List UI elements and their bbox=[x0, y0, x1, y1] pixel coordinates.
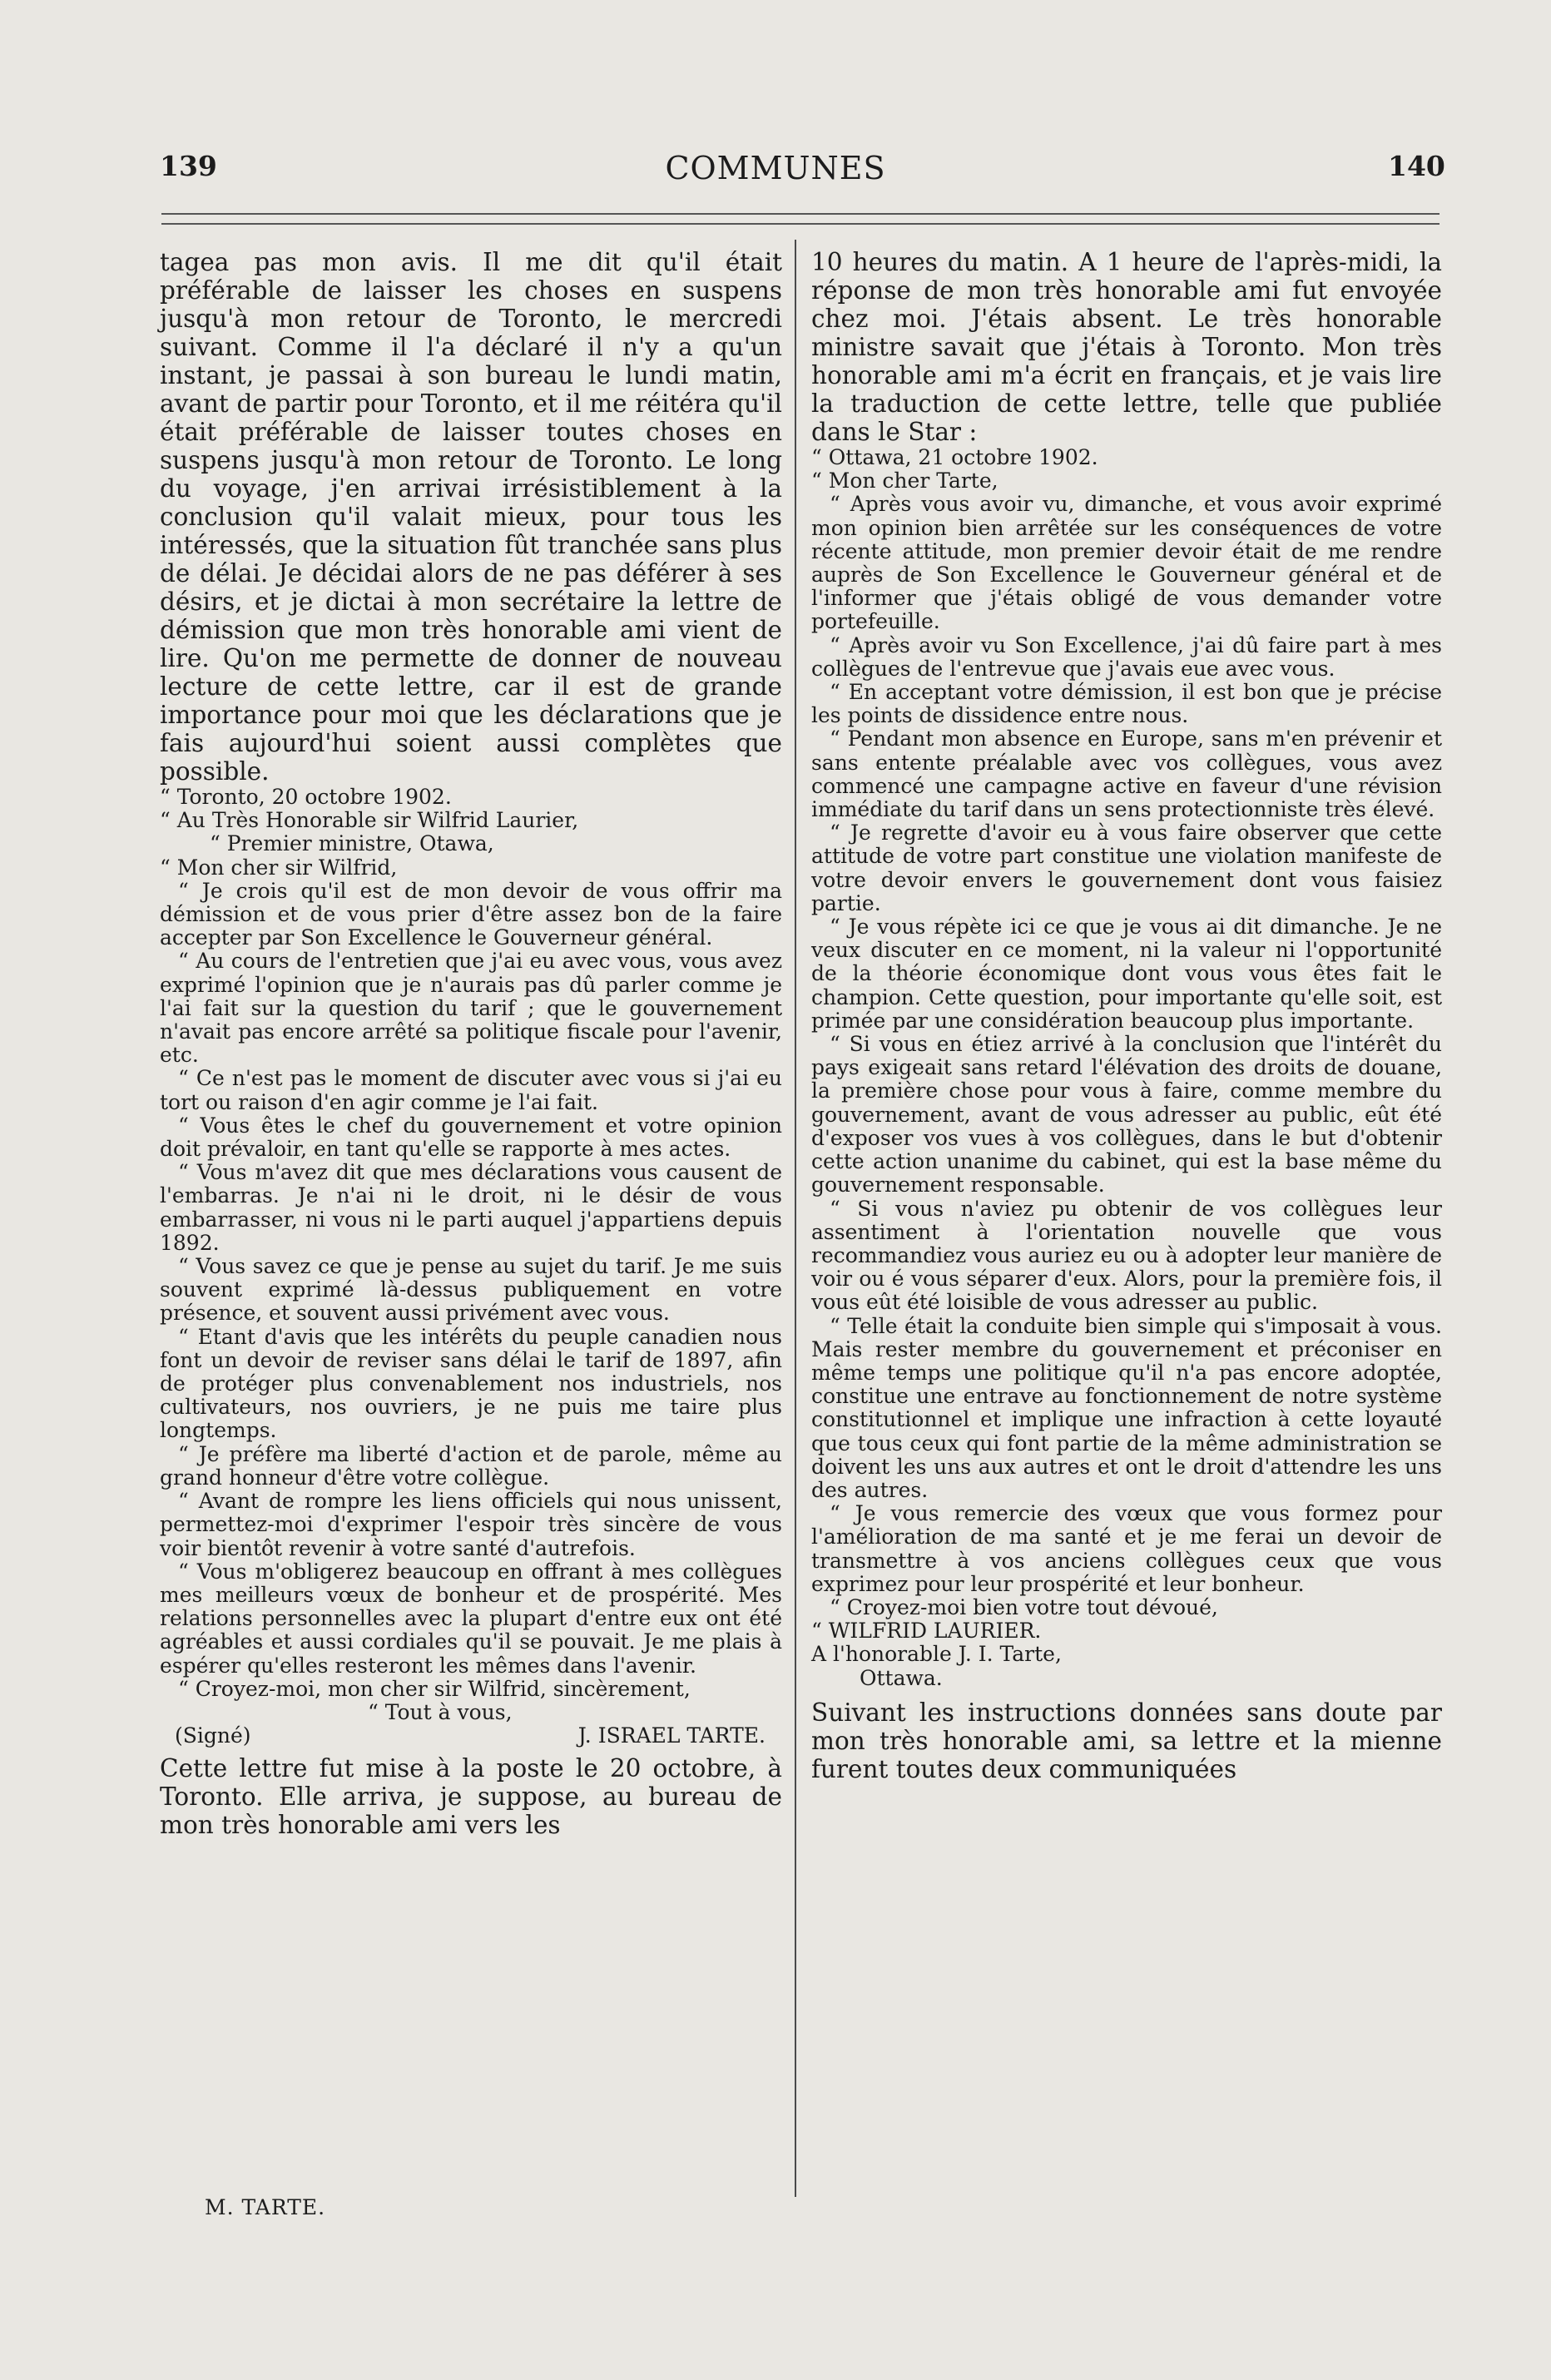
letter-signature-line bbox=[160, 1724, 782, 1748]
letter-paragraph: “ Je vous répète ici ce que je vous ai dit dimanche. Je ne veux discuter en ce moment, ni la valeur ni l'opportunité de la théorie économique dont vous vous êtes fait le champion. Cette question, pour importante qu'elle soit, est primée par une considération beaucoup plus importante. bbox=[811, 915, 1442, 1033]
page-header bbox=[0, 0, 1551, 233]
right-paragraph-intro: 10 heures du matin. A 1 heure de l'après-midi, la réponse de mon très honorable ami fut envoyée chez moi. J'étais absent. Le très honorable ministre savait que j'étais à Toronto. Mon très honorable ami m'a écrit en français, et je vais lire la traduction de cette lettre, telle que publiée dans le Star : bbox=[811, 248, 1442, 446]
speaker-name: M. TARTE. bbox=[205, 2195, 326, 2219]
signed-name: J. ISRAEL TARTE. bbox=[577, 1723, 766, 1748]
left-paragraph-intro: tagea pas mon avis. Il me dit qu'il était préférable de laisser les choses en suspens jusqu'à mon retour de Toronto, le mercredi suivant. Comme il l'a déclaré il n'y a qu'un instant, je passai à son bureau le lundi matin, avant de partir pour Toronto, et il me réitéra qu'il était préférable de laisser toutes choses en suspens jusqu'à mon retour de Toronto. Le long du voyage, j'en arrivai irrésistiblement à la conclusion qu'il valait mieux, pour tous les intéressés, que la situation fût tranchée sans plus de délai. Je décidai alors de ne pas déférer à ses désirs, et je dictai à mon secrétaire la lettre de démission que mon très honorable ami vient de lire. Qu'on me permette de donner de nouveau lecture de cette lettre, car il est de grande importance pour moi que les déclarations que je fais aujourd'hui soient aussi complètes que possible. bbox=[160, 248, 782, 786]
letter-paragraph: “ Croyez-moi bien votre tout dévoué, bbox=[830, 1594, 1218, 1619]
letter-salutation: “ Mon cher sir Wilfrid, bbox=[160, 855, 398, 880]
running-title: COMMUNES bbox=[665, 150, 886, 186]
signed-label: (Signé) bbox=[175, 1723, 251, 1748]
letter-paragraph: “ Vous m'obligerez beaucoup en offrant à mes collègues mes meilleurs vœux de bonheur et de prospérité. Mes relations personnelles avec la plupart d'entre eux ont été agréables et aussi cordiales qu'il se pouvait. Je me plais à espérer qu'elles resteront les mêmes dans l'avenir. bbox=[160, 1559, 782, 1678]
page-number-right: 140 bbox=[1388, 150, 1445, 182]
letter-paragraph: “ Après vous avoir vu, dimanche, et vous avoir exprimé mon opinion bien arrêtée sur les conséquences de votre récente attitude, mon premier devoir était de me rendre auprès de Son Excellence le Gouverneur général et de l'informer que j'étais obligé de vous demander votre portefeuille. bbox=[811, 492, 1442, 634]
header-rule-bottom bbox=[161, 223, 1440, 225]
letter-closing: “ Tout à vous, bbox=[368, 1699, 513, 1724]
letter-addressee-line2: “ Premier ministre, Otawa, bbox=[210, 831, 494, 856]
right-paragraph-end: Suivant les instructions données sans doute par mon très honorable ami, sa lettre et la mienne furent toutes deux communiquées bbox=[811, 1698, 1442, 1783]
letter-date-toronto: “ Toronto, 20 octobre 1902. bbox=[160, 785, 452, 809]
left-column bbox=[160, 248, 782, 1839]
right-column bbox=[811, 248, 1442, 1783]
letter-paragraph: “ Je préfère ma liberté d'action et de parole, même au grand honneur d'être votre collègue. bbox=[160, 1441, 782, 1490]
letter-paragraph: “ Pendant mon absence en Europe, sans m'en prévenir et sans entente préalable avec vos collègues, vous avez commencé une campagne active en faveur d'une révision immédiate du tarif dans un sens protectionniste très élevé. bbox=[811, 726, 1442, 822]
letter-paragraph: “ Croyez-moi, mon cher sir Wilfrid, sincèrement, bbox=[178, 1676, 691, 1701]
letter-paragraph: “ Ce n'est pas le moment de discuter avec vous si j'ai eu tort ou raison d'en agir comme je l'ai fait. bbox=[160, 1066, 782, 1114]
letter-address-line1: A l'honorable J. I. Tarte, bbox=[811, 1642, 1062, 1667]
letter-addressee-line1: “ Au Très Honorable sir Wilfrid Laurier, bbox=[160, 808, 579, 833]
letter-paragraph: “ Je vous remercie des vœux que vous formez pour l'amélioration de ma santé et je me ferai un devoir de transmettre à vos anciens collègues ceux que vous exprimez pour leur prospérité et leur bonheur. bbox=[811, 1501, 1442, 1596]
letter-paragraph: “ Vous savez ce que je pense au sujet du tarif. Je me suis souvent exprimé là-dessus publiquement en votre présence, et souvent aussi privément avec vous. bbox=[160, 1254, 782, 1326]
left-paragraph-end: Cette lettre fut mise à la poste le 20 octobre, à Toronto. Elle arriva, je suppose, au bureau de mon très honorable ami vers les bbox=[160, 1754, 782, 1840]
letter-date-ottawa: “ Ottawa, 21 octobre 1902. bbox=[811, 445, 1098, 469]
letter-paragraph: “ Je regrette d'avoir eu à vous faire observer que cette attitude de votre part constitue une violation manifeste de votre devoir envers le gouvernement dont vous faisiez partie. bbox=[811, 821, 1442, 915]
letter-paragraph: “ Vous êtes le chef du gouvernement et votre opinion doit prévaloir, en tant qu'elle se rapporte à mes actes. bbox=[160, 1113, 782, 1162]
letter-paragraph: “ Je crois qu'il est de mon devoir de vous offrir ma démission et de vous prier d'être assez bon de la faire accepter par Son Excellence le Gouverneur général. bbox=[160, 878, 782, 950]
letter-paragraph: “ Etant d'avis que les intérêts du peuple canadien nous font un devoir de reviser sans délai le tarif de 1897, afin de protéger plus convenablement nos industriels, nos cultivateurs, nos ouvriers, je ne puis me taire plus longtemps. bbox=[160, 1324, 782, 1443]
letter-paragraph: “ Avant de rompre les liens officiels qui nous unissent, permettez-moi d'exprimer l'espoir très sincère de vous voir bientôt revenir à votre santé d'autrefois. bbox=[160, 1489, 782, 1560]
letter-salutation: “ Mon cher Tarte, bbox=[811, 469, 998, 493]
page-number-left: 139 bbox=[160, 150, 217, 182]
column-divider bbox=[795, 240, 796, 2197]
letter-paragraph: “ Vous m'avez dit que mes déclarations vous causent de l'embarras. Je n'ai ni le droit, ni le désir de vous embarrasser, ni vous ni le parti auquel j'appartiens depuis 1892. bbox=[160, 1160, 782, 1255]
letter-paragraph: “ Si vous en étiez arrivé à la conclusion que l'intérêt du pays exigeait sans retard l'élévation des droits de douane, la première chose pour vous à faire, comme membre du gouvernement, avant de vous adresser au public, eût été d'exposer vos vues à vos collègues, dans le but d'obtenir cette action unanime du cabinet, qui est la base même du gouvernement responsable. bbox=[811, 1032, 1442, 1197]
letter-address-line2: Ottawa. bbox=[860, 1665, 943, 1690]
letter-paragraph: “ Si vous n'aviez pu obtenir de vos collègues leur assentiment à l'orientation nouvelle que vous recommandiez vous auriez eu ou à adopter leur manière de voir ou é vous séparer d'eux. Alors, pour la première fois, il vous eût été loisible de vous adresser au public. bbox=[811, 1196, 1442, 1315]
letter-paragraph: “ En acceptant votre démission, il est bon que je précise les points de dissidence entre nous. bbox=[811, 680, 1442, 728]
letter-paragraph: “ Après avoir vu Son Excellence, j'ai dû faire part à mes collègues de l'entrevue que j'avais eue avec vous. bbox=[811, 632, 1442, 681]
letter-signature: “ WILFRID LAURIER. bbox=[811, 1619, 1042, 1644]
header-rule-top bbox=[161, 213, 1440, 215]
letter-paragraph: “ Au cours de l'entretien que j'ai eu avec vous, vous avez exprimé l'opinion que je n'aurais pas dû parler comme je l'ai fait sur la question du tarif ; que le gouvernement n'avait pas encore arrêté sa politique fiscale pour l'avenir, etc. bbox=[160, 949, 782, 1068]
letter-paragraph: “ Telle était la conduite bien simple qui s'imposait à vous. Mais rester membre du gouvernement et préconiser en même temps une politique qu'il n'a pas encore adoptée, constitue une entrave au fonctionnement de notre système constitutionnel et implique une infraction à cette loyauté que tous ceux qui font partie de la même administration se doivent les uns aux autres et ont le droit d'attendre les uns des autres. bbox=[811, 1313, 1442, 1502]
